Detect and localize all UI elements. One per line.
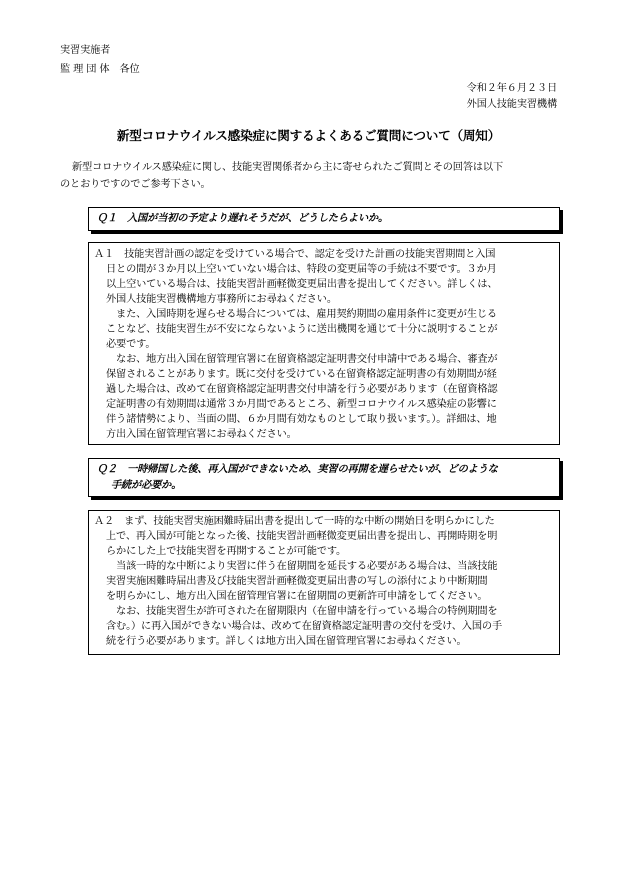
- answer-2-line: を明らかにし、地方出入国在留管理官署に在留期間の更新許可申請をしてください。: [106, 591, 488, 602]
- answer-1-line: 過した場合は、改めて在留資格認定証明書交付申請を行う必要があります（在留資格認: [106, 384, 498, 395]
- answer-1-line: 必要です。: [106, 339, 156, 350]
- answer-2-line: らかにした上で技能実習を再開することが可能です。: [106, 546, 347, 557]
- answer-2-line: 当該一時的な中断により実習に伴う在留期間を延長する必要がある場合は、当該技能: [106, 561, 498, 572]
- addressee-line-1: 実習実施者: [60, 45, 111, 56]
- addressee-line-2: 監 理 団 体 各位: [60, 64, 140, 75]
- answer-1-box: [88, 242, 560, 445]
- intro-line: のとおりですのでご参考下さい。: [60, 179, 211, 190]
- answer-2-box: [88, 510, 560, 655]
- issue-date: 令和２年６月２３日: [466, 83, 557, 94]
- document-title: 新型コロナウイルス感染症に関するよくあるご質問について（周知）: [116, 128, 501, 143]
- answer-2-line: 実習実施困難時届出書及び技能実習計画軽微変更届出書の写しの添付により中断期間: [106, 576, 488, 587]
- question-2-box: [88, 458, 560, 497]
- answer-1-line: ことなど、技能実習生が不安にならないように送出機関を通じて十分に説明することが: [106, 324, 498, 335]
- issuer-name: 外国人技能実習機構: [466, 99, 557, 110]
- answer-2-line: 含む。）に再入国ができない場合は、改めて在留資格認定証明書の交付を受け、入国の手: [106, 621, 502, 632]
- answer-2-line: 続を行う必要があります。詳しくは地方出入国在留管理官署にお尋ねください。: [106, 636, 467, 647]
- question-2-line: 手続が必要か。: [111, 480, 182, 491]
- question-2-line: Ｑ２ 一時帰国した後、再入国ができないため、実習の再開を遅らせたいが、どのような: [97, 464, 498, 475]
- answer-1-line: 伴う諸情勢により、当面の間、６か月間有効なものとして取り扱います。）。詳細は、地: [106, 414, 497, 425]
- intro-line: 新型コロナウイルス感染症に関し、技能実習関係者から主に寄せられたご質問とその回答は以下: [72, 162, 503, 173]
- answer-1-line: 外国人技能実習機構地方事務所にお尋ねください。: [106, 294, 337, 305]
- question-1-text: Ｑ１ 入国が当初の予定より遅れそうだが、どうしたらよいか。: [97, 213, 389, 224]
- answer-2-line: Ａ２ まず、技能実習実施困難時届出書を提出して一時的な中断の開始日を明らかにした: [94, 516, 495, 527]
- question-1-box: [88, 207, 560, 231]
- answer-1-line: 以上空いている場合は、技能実習計画軽微変更届出書を提出してください。詳しくは、: [106, 279, 498, 290]
- answer-1-line: 方出入国在留管理官署にお尋ねください。: [106, 429, 297, 440]
- answer-2-line: 上で、再入国が可能となった後、技能実習計画軽微変更届出書を提出し、再開時期を明: [106, 531, 498, 542]
- answer-1-line: Ａ１ 技能実習計画の認定を受けている場合で、認定を受けた計画の技能実習期間と入国: [94, 249, 496, 260]
- answer-1-line: 保留されることがあります。既に交付を受けている在留資格認定証明書の有効期間が経: [106, 369, 497, 380]
- answer-1-line: また、入国時期を遅らせる場合については、雇用契約期間の雇用条件に変更が生じる: [106, 309, 497, 320]
- answer-2-line: なお、技能実習生が許可された在留期限内（在留申請を行っている場合の特例期間を: [106, 606, 498, 617]
- answer-1-line: なお、地方出入国在留管理官署に在留資格認定証明書交付申請中である場合、審査が: [106, 354, 498, 365]
- answer-1-line: 定証明書の有効期間は通常３か月間であるところ、新型コロナウイルス感染症の影響に: [106, 399, 497, 410]
- answer-1-line: 日との間が３か月以上空いていない場合は、特段の変更届等の手続は不要です。３か月: [106, 264, 497, 275]
